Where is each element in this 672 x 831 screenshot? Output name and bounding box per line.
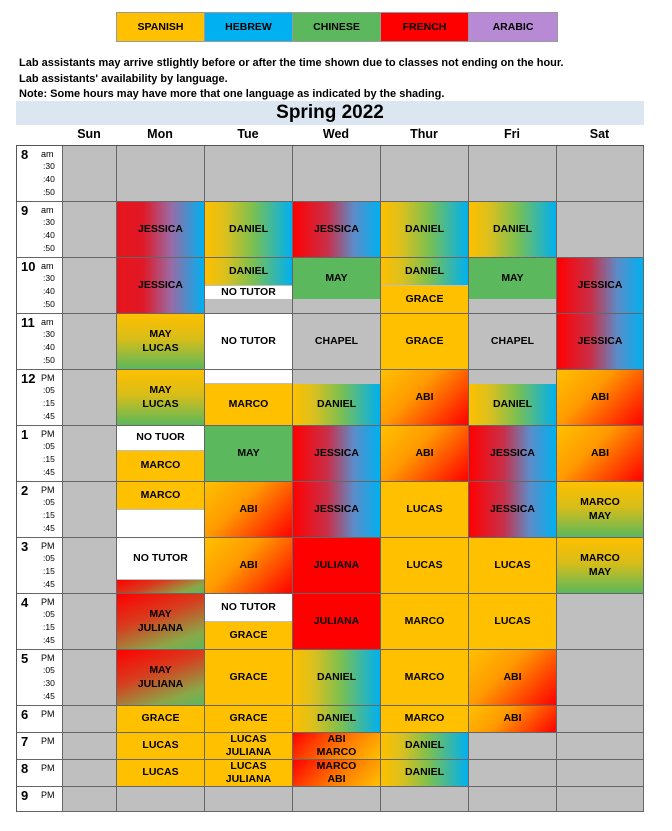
tutor-name: GRACE <box>141 712 180 725</box>
tutor-name: CHAPEL <box>314 334 359 347</box>
time-label <box>17 538 63 594</box>
tutor-name: DANIEL <box>404 739 445 752</box>
minute-label: :30 <box>43 273 55 283</box>
tutor-name: GRACE <box>405 334 444 347</box>
tutor-name: MARCO <box>580 552 620 564</box>
tutor-slot <box>293 258 380 299</box>
tutor-slot <box>117 733 204 759</box>
tutor-slot <box>293 426 380 481</box>
tutor-name: ABI <box>503 712 522 725</box>
tutor-slot <box>205 482 292 537</box>
schedule-cell <box>293 787 381 812</box>
tutor-slot <box>205 706 292 732</box>
ampm-label: am <box>41 205 54 215</box>
tutor-slot <box>557 370 643 425</box>
time-label <box>17 650 63 706</box>
minute-label: :45 <box>43 691 55 701</box>
schedule-cell <box>469 760 557 787</box>
tutor-name: ABI <box>590 390 610 403</box>
minute-label: :45 <box>43 579 55 589</box>
tutor-name: NO TUTOR <box>221 334 276 347</box>
schedule-cell <box>469 733 557 760</box>
tutor-name: NO TUOR <box>136 431 185 444</box>
schedule-cell <box>63 146 117 202</box>
tutor-slot <box>469 706 556 732</box>
minute-label: :30 <box>43 329 55 339</box>
language-legend <box>116 12 558 42</box>
tutor-name: JESSICA <box>577 334 623 347</box>
tutor-slot <box>381 314 468 369</box>
tutor-slot <box>117 314 204 369</box>
tutor-name: MARCO <box>228 397 269 410</box>
tutor-name: JESSICA <box>577 278 623 291</box>
minute-label: :30 <box>43 678 55 688</box>
schedule-cell <box>557 650 644 706</box>
schedule-cell <box>63 426 117 482</box>
time-label <box>17 760 63 787</box>
tutor-name: JULIANA <box>313 558 360 571</box>
tutor-slot <box>469 594 556 649</box>
tutor-name: JESSICA <box>314 446 359 459</box>
tutor-name: MARCO <box>140 459 181 472</box>
hour-label: 8 <box>21 761 29 776</box>
tutor-slot <box>205 426 292 481</box>
schedule-title: Spring 2022 <box>16 101 644 125</box>
schedule-cell <box>557 146 644 202</box>
tutor-name: GRACE <box>229 712 268 725</box>
minute-label: :15 <box>43 454 55 464</box>
tutor-name: DANIEL <box>316 397 357 410</box>
tutor-name: DANIEL <box>492 222 533 235</box>
tutor-slot <box>117 538 204 579</box>
hour-label: 7 <box>21 734 29 749</box>
hour-label: 2 <box>21 483 29 498</box>
day-header-sat: Sat <box>589 127 610 141</box>
minute-label: :05 <box>43 609 55 619</box>
tutor-name: JULIANA <box>225 746 272 758</box>
ampm-label: PM <box>41 763 55 773</box>
tutor-name: JULIANA <box>313 614 360 627</box>
minute-label: :50 <box>43 243 55 253</box>
legend-chinese: CHINESE <box>293 13 381 41</box>
ampm-label: PM <box>41 736 55 746</box>
schedule-cell <box>63 370 117 426</box>
tutor-name: GRACE <box>229 670 268 683</box>
tutor-name: MARCO <box>404 712 445 725</box>
ampm-label: am <box>41 261 54 271</box>
tutor-slot <box>381 370 468 425</box>
note-line: Lab assistants' availability by language. <box>19 72 228 85</box>
tutor-slot <box>381 706 468 732</box>
schedule-cell <box>293 146 381 202</box>
ampm-label: PM <box>41 597 55 607</box>
hour-label: 6 <box>21 707 29 722</box>
time-label <box>17 787 63 812</box>
tutor-slot <box>205 594 292 621</box>
minute-label: :05 <box>43 441 55 451</box>
tutor-name: ABI <box>327 773 346 785</box>
tutor-name: MAY <box>149 328 172 340</box>
schedule-cell <box>557 594 644 650</box>
schedule-grid <box>16 145 644 812</box>
tutor-slot <box>469 384 556 425</box>
tutor-name: LUCAS <box>142 739 179 752</box>
tutor-name: NO TUTOR <box>221 285 276 298</box>
tutor-slot <box>469 538 556 593</box>
hour-label: 11 <box>21 315 35 330</box>
tutor-name: JESSICA <box>314 222 359 235</box>
tutor-name: DANIEL <box>492 397 533 410</box>
tutor-slot <box>381 538 468 593</box>
tutor-slot <box>381 286 468 313</box>
hour-label: 3 <box>21 539 29 554</box>
minute-label: :50 <box>43 355 55 365</box>
ampm-label: PM <box>41 429 55 439</box>
tutor-name: LUCAS <box>142 766 179 779</box>
tutor-name: ABI <box>415 446 434 459</box>
tutor-slot <box>117 706 204 732</box>
tutor-slot <box>293 650 380 705</box>
schedule-cell <box>557 787 644 812</box>
minute-label: :05 <box>43 553 55 563</box>
hour-label: 8 <box>21 147 29 162</box>
minute-label: :45 <box>43 411 55 421</box>
schedule-cell <box>63 594 117 650</box>
tutor-slot <box>381 482 468 537</box>
tutor-slot <box>205 384 292 425</box>
tutor-name: DANIEL <box>228 264 269 277</box>
notes <box>19 56 564 103</box>
tutor-name: MARCO <box>404 670 445 683</box>
time-label <box>17 426 63 482</box>
tutor-name: DANIEL <box>316 712 357 725</box>
hour-label: 4 <box>21 595 29 610</box>
tutor-slot <box>381 733 468 759</box>
tutor-slot <box>117 650 204 705</box>
schedule-cell <box>381 146 469 202</box>
tutor-name: DANIEL <box>228 222 269 235</box>
time-label <box>17 706 63 733</box>
legend-french: FRENCH <box>381 13 469 41</box>
tutor-name: JESSICA <box>138 222 183 235</box>
tutor-name: JULIANA <box>137 621 184 634</box>
tutor-slot <box>293 202 380 257</box>
tutor-name: MARCO <box>404 614 445 627</box>
tutor-slot <box>205 370 292 383</box>
time-label <box>17 482 63 538</box>
tutor-name: ABI <box>239 558 258 571</box>
tutor-name: JESSICA <box>138 278 183 291</box>
tutor-name: LUCAS <box>494 558 531 571</box>
schedule-cell <box>63 538 117 594</box>
tutor-name: LUCAS <box>406 502 443 515</box>
schedule-cell <box>63 314 117 370</box>
minute-label: :40 <box>43 230 55 240</box>
minute-label: :15 <box>43 622 55 632</box>
ampm-label: PM <box>41 790 55 800</box>
time-label <box>17 594 63 650</box>
tutor-slot <box>205 286 292 299</box>
ampm-label: PM <box>41 709 55 719</box>
tutor-name: ABI <box>503 670 522 683</box>
tutor-name: MAY <box>588 509 612 522</box>
minute-label: :05 <box>43 497 55 507</box>
tutor-name: LUCAS <box>142 397 179 410</box>
minute-label: :15 <box>43 398 55 408</box>
tutor-slot <box>205 258 292 285</box>
tutor-slot <box>293 482 380 537</box>
tutor-slot <box>205 202 292 257</box>
time-label <box>17 314 63 370</box>
tutor-name: LUCAS <box>142 341 179 354</box>
tutor-slot <box>205 538 292 593</box>
day-header-thur: Thur <box>410 127 438 141</box>
tutor-slot <box>205 650 292 705</box>
tutor-name: MAY <box>237 446 260 459</box>
time-label <box>17 733 63 760</box>
schedule-cell <box>63 760 117 787</box>
tutor-name: DANIEL <box>404 264 445 277</box>
tutor-name: JESSICA <box>490 502 535 515</box>
tutor-name: GRACE <box>229 628 268 641</box>
hour-label: 10 <box>21 259 36 274</box>
day-header-wed: Wed <box>322 127 350 141</box>
day-header-mon: Mon <box>147 127 173 141</box>
time-label <box>17 202 63 258</box>
tutor-name: MARCO <box>316 759 357 772</box>
tutor-slot <box>117 451 204 481</box>
tutor-name: DANIEL <box>404 222 445 235</box>
note-line: Note: Some hours may have more that one language as indicated by the shading. <box>19 88 445 100</box>
tutor-slot <box>557 426 643 481</box>
tutor-name: DANIEL <box>404 766 445 779</box>
schedule-cell <box>63 258 117 314</box>
minute-label: :50 <box>43 187 55 197</box>
hour-label: 9 <box>21 203 29 218</box>
minute-label: :30 <box>43 161 55 171</box>
schedule-cell <box>557 706 644 733</box>
time-label <box>17 146 63 202</box>
day-header-tue: Tue <box>237 127 259 141</box>
schedule-cell <box>63 706 117 733</box>
tutor-slot <box>117 482 204 509</box>
tutor-slot <box>293 733 380 759</box>
tutor-slot <box>293 760 380 786</box>
tutor-slot <box>381 594 468 649</box>
tutor-slot <box>469 258 556 299</box>
tutor-name: ABI <box>239 502 258 515</box>
schedule-cell <box>63 733 117 760</box>
schedule-cell <box>469 787 557 812</box>
tutor-name: MAY <box>149 608 172 620</box>
note-line: Lab assistants may arrive stlightly before or after the time shown due to classes not ending on the hour. <box>19 57 564 69</box>
time-label <box>17 370 63 426</box>
hour-label: 9 <box>21 788 29 803</box>
minute-label: :50 <box>43 299 55 309</box>
tutor-slot <box>381 258 468 285</box>
tutor-name: LUCAS <box>230 759 267 772</box>
tutor-name: GRACE <box>405 292 444 305</box>
schedule-cell <box>117 787 205 812</box>
ampm-label: PM <box>41 653 55 663</box>
tutor-slot <box>557 538 643 593</box>
tutor-name: ABI <box>327 732 346 745</box>
tutor-name: JESSICA <box>314 502 359 515</box>
tutor-slot <box>381 426 468 481</box>
schedule-cell <box>557 202 644 258</box>
tutor-slot <box>469 482 556 537</box>
ampm-label: am <box>41 317 54 327</box>
minute-label: :30 <box>43 217 55 227</box>
schedule-cell <box>469 146 557 202</box>
tutor-slot <box>381 760 468 786</box>
tutor-slot <box>117 258 204 313</box>
minute-label: :15 <box>43 566 55 576</box>
schedule-cell <box>205 146 293 202</box>
tutor-slot <box>293 706 380 732</box>
tutor-name: LUCAS <box>406 558 443 571</box>
tutor-slot <box>469 426 556 481</box>
day-header-fri: Fri <box>504 127 520 141</box>
schedule-cell <box>117 146 205 202</box>
ampm-label: am <box>41 149 54 159</box>
tutor-name: MARCO <box>580 496 620 508</box>
tutor-slot <box>469 650 556 705</box>
legend-hebrew: HEBREW <box>205 13 293 41</box>
schedule-cell <box>557 760 644 787</box>
tutor-slot <box>117 760 204 786</box>
legend-arabic: ARABIC <box>469 13 557 41</box>
tutor-slot <box>381 202 468 257</box>
minute-label: :40 <box>43 342 55 352</box>
minute-label: :15 <box>43 510 55 520</box>
time-label <box>17 258 63 314</box>
day-header-sun: Sun <box>77 127 101 141</box>
tutor-name: LUCAS <box>494 614 531 627</box>
tutor-slot <box>117 510 204 537</box>
tutor-name: MARCO <box>140 488 181 501</box>
schedule-cell <box>63 482 117 538</box>
minute-label: :45 <box>43 523 55 533</box>
tutor-name: NO TUTOR <box>133 551 188 564</box>
tutor-name: JULIANA <box>225 773 272 785</box>
tutor-name: MAY <box>325 271 348 284</box>
schedule-cell <box>63 787 117 812</box>
tutor-slot <box>205 733 292 759</box>
tutor-slot <box>469 314 556 369</box>
hour-label: 5 <box>21 651 29 666</box>
tutor-slot <box>557 482 643 537</box>
tutor-slot <box>293 314 380 369</box>
tutor-slot <box>117 370 204 425</box>
tutor-name: JESSICA <box>490 446 535 459</box>
tutor-name: CHAPEL <box>490 334 535 347</box>
tutor-name: NO TUTOR <box>221 600 276 613</box>
tutor-name: JULIANA <box>137 677 184 690</box>
ampm-label: PM <box>41 373 55 383</box>
tutor-slot <box>117 580 204 593</box>
minute-label: :40 <box>43 174 55 184</box>
schedule-cell <box>63 202 117 258</box>
tutor-name: ABI <box>590 446 610 459</box>
tutor-name: MAY <box>588 565 612 578</box>
tutor-slot <box>117 202 204 257</box>
tutor-name: MARCO <box>316 746 357 758</box>
tutor-slot <box>557 258 643 313</box>
tutor-name: MAY <box>501 271 524 284</box>
tutor-name: ABI <box>415 390 434 403</box>
schedule-cell <box>205 787 293 812</box>
tutor-slot <box>293 538 380 593</box>
minute-label: :45 <box>43 635 55 645</box>
schedule-cell <box>381 787 469 812</box>
hour-label: 12 <box>21 371 36 386</box>
hour-label: 1 <box>21 427 29 442</box>
tutor-slot <box>205 314 292 369</box>
minute-label: :40 <box>43 286 55 296</box>
tutor-name: DANIEL <box>316 670 357 683</box>
tutor-slot <box>469 202 556 257</box>
tutor-slot <box>117 594 204 649</box>
tutor-slot <box>117 426 204 450</box>
ampm-label: PM <box>41 485 55 495</box>
tutor-slot <box>557 314 643 369</box>
minute-label: :45 <box>43 467 55 477</box>
tutor-slot <box>381 650 468 705</box>
tutor-slot <box>205 622 292 649</box>
tutor-name: MAY <box>149 664 172 676</box>
legend-spanish: SPANISH <box>117 13 205 41</box>
tutor-slot <box>205 760 292 786</box>
tutor-slot <box>293 384 380 425</box>
schedule-cell <box>63 650 117 706</box>
ampm-label: PM <box>41 541 55 551</box>
minute-label: :05 <box>43 665 55 675</box>
tutor-name: LUCAS <box>230 732 267 745</box>
tutor-name: MAY <box>149 384 172 396</box>
schedule-cell <box>557 733 644 760</box>
minute-label: :05 <box>43 385 55 395</box>
tutor-slot <box>293 594 380 649</box>
